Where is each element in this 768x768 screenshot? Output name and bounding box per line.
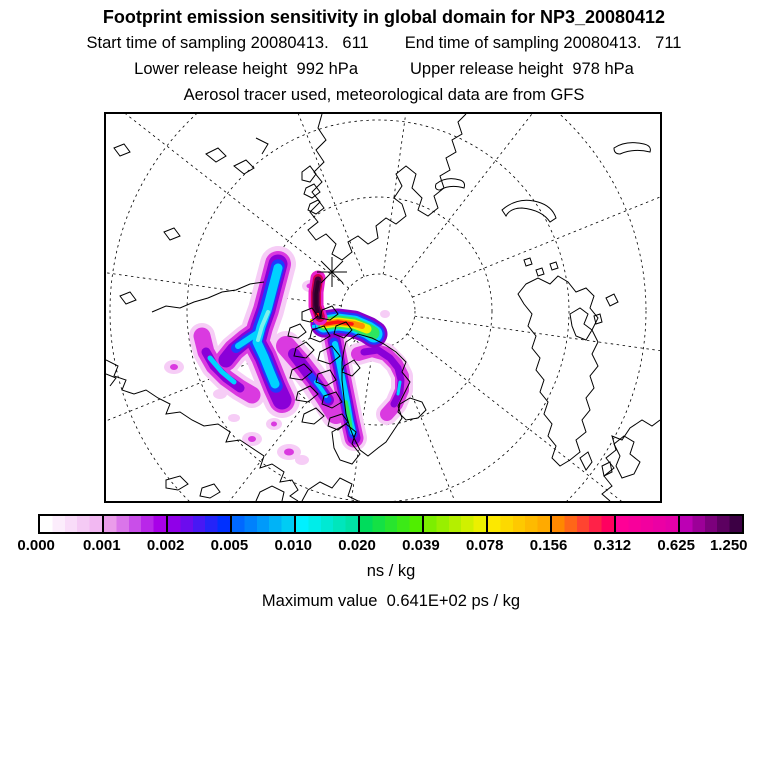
colorbar-segment bbox=[488, 516, 552, 532]
colorbar-tick: 0.039 bbox=[402, 537, 440, 554]
upper-release-label: Upper release height 978 hPa bbox=[410, 60, 634, 78]
colorbar-tick: 0.005 bbox=[210, 537, 249, 554]
release-point-marker bbox=[317, 257, 347, 287]
colorbar-segment bbox=[296, 516, 360, 532]
colorbar-segment bbox=[168, 516, 232, 532]
colorbar-tick: 0.156 bbox=[529, 537, 568, 554]
colorbar-tick: 0.078 bbox=[465, 537, 504, 554]
maximum-value-label: Maximum value 0.641E+02 ps / kg bbox=[261, 592, 521, 610]
colorbar-segment bbox=[424, 516, 488, 532]
colorbar-segment bbox=[680, 516, 742, 532]
plot-title: Footprint emission sensitivity in global domain for NP3_20080412 bbox=[102, 7, 666, 27]
colorbar-segment bbox=[552, 516, 616, 532]
end-time-label: End time of sampling 20080413. 711 bbox=[404, 34, 682, 52]
colorbar-tick: 0.020 bbox=[338, 537, 376, 554]
colorbar-tick: 0.312 bbox=[593, 537, 632, 554]
polar-map bbox=[106, 114, 660, 501]
colorbar-tick: 0.000 bbox=[17, 537, 55, 554]
sampling-time-line bbox=[0, 34, 768, 53]
colorbar-segment bbox=[40, 516, 104, 532]
lower-release-label: Lower release height 992 hPa bbox=[134, 60, 358, 78]
colorbar bbox=[38, 514, 744, 534]
tracer-line: Aerosol tracer used, meteorological data are from GFS bbox=[183, 86, 585, 104]
colorbar-tick: 0.001 bbox=[83, 537, 121, 554]
colorbar-segment bbox=[104, 516, 168, 532]
map-frame bbox=[104, 112, 662, 503]
colorbar-tick: 1.250 bbox=[709, 537, 748, 554]
coastlines bbox=[106, 114, 660, 501]
colorbar-segment bbox=[360, 516, 424, 532]
colorbar-unit-label: ns / kg bbox=[366, 562, 416, 580]
colorbar-tick-labels bbox=[17, 537, 748, 555]
sensitivity-plume bbox=[164, 264, 402, 465]
colorbar-tick: 0.002 bbox=[146, 537, 185, 554]
release-height-line bbox=[0, 60, 768, 79]
colorbar-tick: 0.625 bbox=[657, 537, 695, 554]
colorbar-segment bbox=[616, 516, 680, 532]
colorbar-segment bbox=[232, 516, 296, 532]
colorbar-tick: 0.010 bbox=[274, 537, 313, 554]
start-time-label: Start time of sampling 20080413. 611 bbox=[86, 34, 369, 52]
